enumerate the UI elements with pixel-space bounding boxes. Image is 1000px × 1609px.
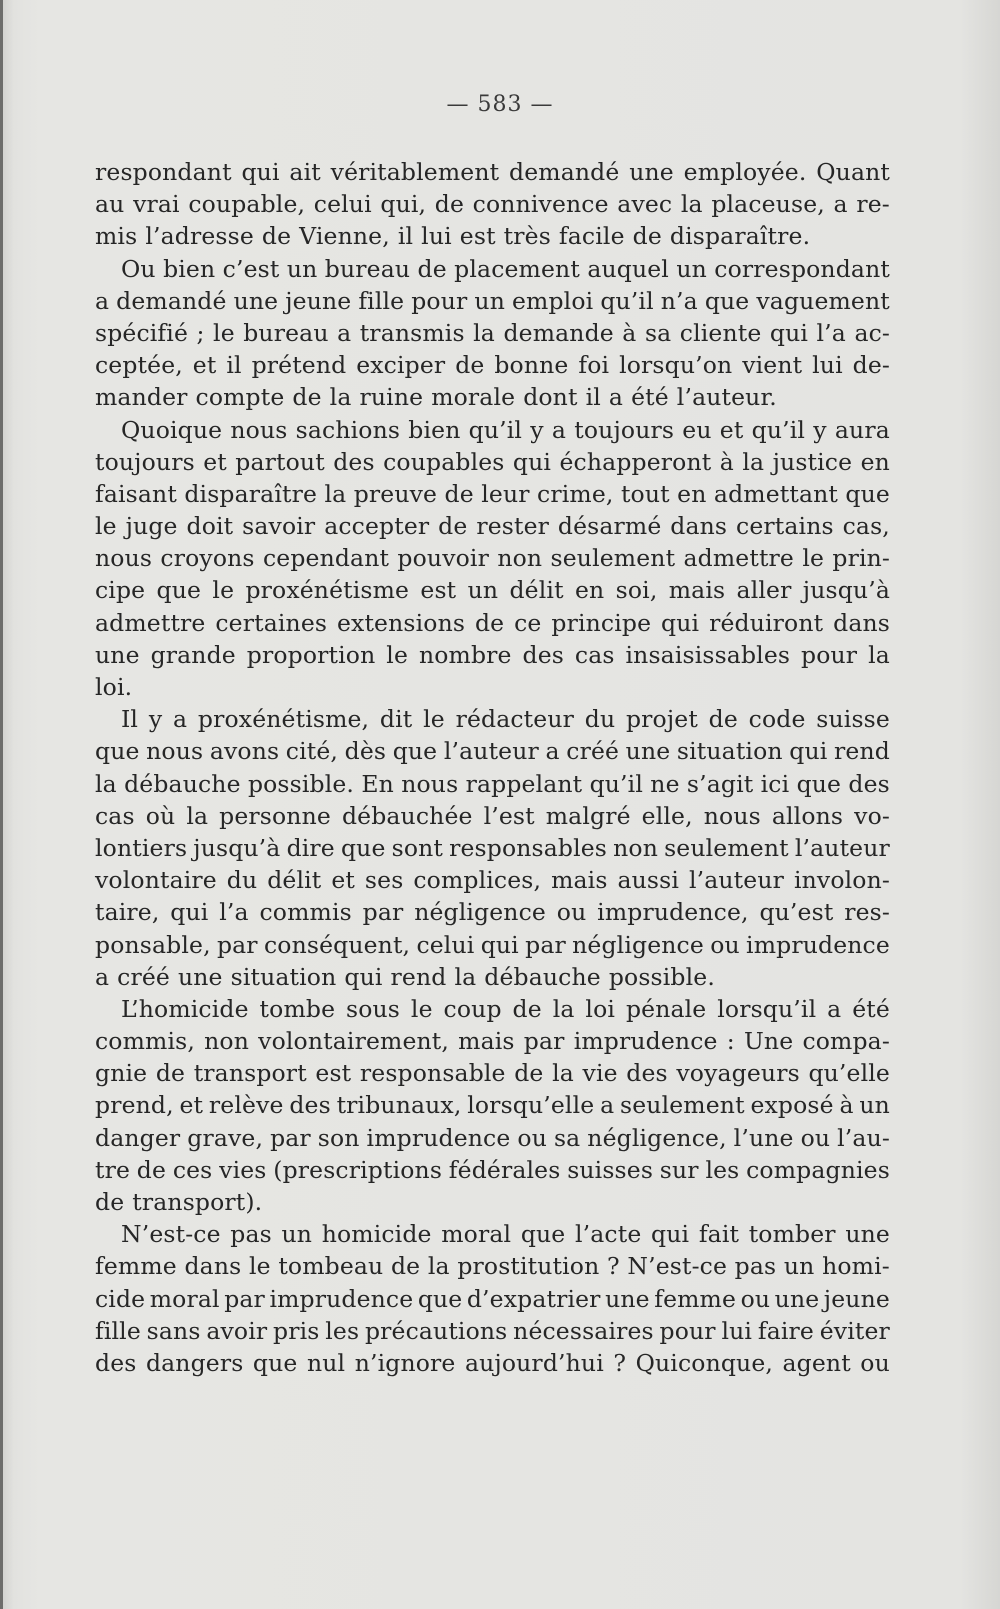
text-line: a demandé une jeune fille pour un emploi qu’il n’a que vaguement <box>95 286 890 315</box>
text-line: a créé une situation qui rend la débauche possible. <box>95 962 715 991</box>
text-line: admettre certaines extensions de ce principe qui réduiront dans <box>95 608 890 637</box>
text-line: cas où la personne débauchée l’est malgré elle, nous allons vo- <box>95 801 890 830</box>
text-line: des dangers que nul n’ignore aujourd’hui ? Quiconque, agent ou <box>95 1348 890 1377</box>
text-line: L’homicide tombe sous le coup de la loi pénale lorsqu’il a été <box>121 994 890 1023</box>
text-line: mander compte de la ruine morale dont il a été l’auteur. <box>95 383 777 412</box>
text-line: de transport). <box>95 1188 263 1216</box>
text-line: N’est-ce pas un homicide moral que l’acte qui fait tomber une <box>121 1220 890 1249</box>
text-line: tre de ces vies (prescriptions fédérales suisses sur les compagnies <box>95 1155 890 1184</box>
text-line: cide moral par imprudence que d’expatrier une femme ou une jeune <box>95 1284 890 1313</box>
text-line: le juge doit savoir accepter de rester désarmé dans certains cas, <box>95 512 890 541</box>
text-line: ponsable, par conséquent, celui qui par négligence ou imprudence <box>95 930 890 959</box>
text-line: spécifié ; le bureau a transmis la demande à sa cliente qui l’a ac- <box>95 318 890 347</box>
text-line: la débauche possible. En nous rappelant qu’il ne s’agit ici que des <box>95 769 890 798</box>
text-line: taire, qui l’a commis par négligence ou imprudence, qu’est res- <box>95 898 890 927</box>
page-edge <box>0 0 3 1609</box>
text-line: cipe que le proxénétisme est un délit en soi, mais aller jusqu’à <box>95 576 890 605</box>
text-line: Ou bien c’est un bureau de placement auquel un correspondant <box>121 254 890 283</box>
text-line: au vrai coupable, celui qui, de connivence avec la placeuse, a re- <box>95 190 890 219</box>
page-number: — 583 — <box>446 92 554 117</box>
text-line: volontaire du délit et ses complices, mais aussi l’auteur involon- <box>95 866 890 895</box>
text-line: femme dans le tombeau de la prostitution ? N’est-ce pas un homi- <box>95 1252 890 1281</box>
text-line: toujours et partout des coupables qui échapperont à la justice en <box>95 447 890 476</box>
text-line: commis, non volontairement, mais par imprudence : Une compa- <box>95 1027 890 1056</box>
body-text <box>95 156 890 1379</box>
text-line: faisant disparaître la preuve de leur crime, tout en admettant que <box>95 479 890 508</box>
text-line: loi. <box>95 673 133 701</box>
text-line: fille sans avoir pris les précautions nécessaires pour lui faire éviter <box>95 1316 890 1345</box>
text-line: Il y a proxénétisme, dit le rédacteur du projet de code suisse <box>121 705 890 734</box>
text-line: Quoique nous sachions bien qu’il y a toujours eu et qu’il y aura <box>121 415 890 444</box>
text-line: nous croyons cependant pouvoir non seulement admettre le prin- <box>95 544 890 573</box>
text-line: lontiers jusqu’à dire que sont responsables non seulement l’auteur <box>95 833 890 862</box>
text-line: ceptée, et il prétend exciper de bonne foi lorsqu’on vient lui de- <box>95 351 890 380</box>
text-line: respondant qui ait véritablement demandé une employée. Quant <box>95 158 890 186</box>
text-line: danger grave, par son imprudence ou sa négligence, l’une ou l’au- <box>95 1123 890 1152</box>
text-line: que nous avons cité, dès que l’auteur a créé une situation qui rend <box>95 737 890 766</box>
text-line: une grande proportion le nombre des cas insaisissables pour la <box>95 640 890 669</box>
text-line: mis l’adresse de Vienne, il lui est très facile de disparaître. <box>95 222 811 251</box>
text-line: gnie de transport est responsable de la vie des voyageurs qu’elle <box>95 1059 890 1088</box>
text-line: prend, et relève des tribunaux, lorsqu’elle a seulement exposé à un <box>95 1091 890 1120</box>
